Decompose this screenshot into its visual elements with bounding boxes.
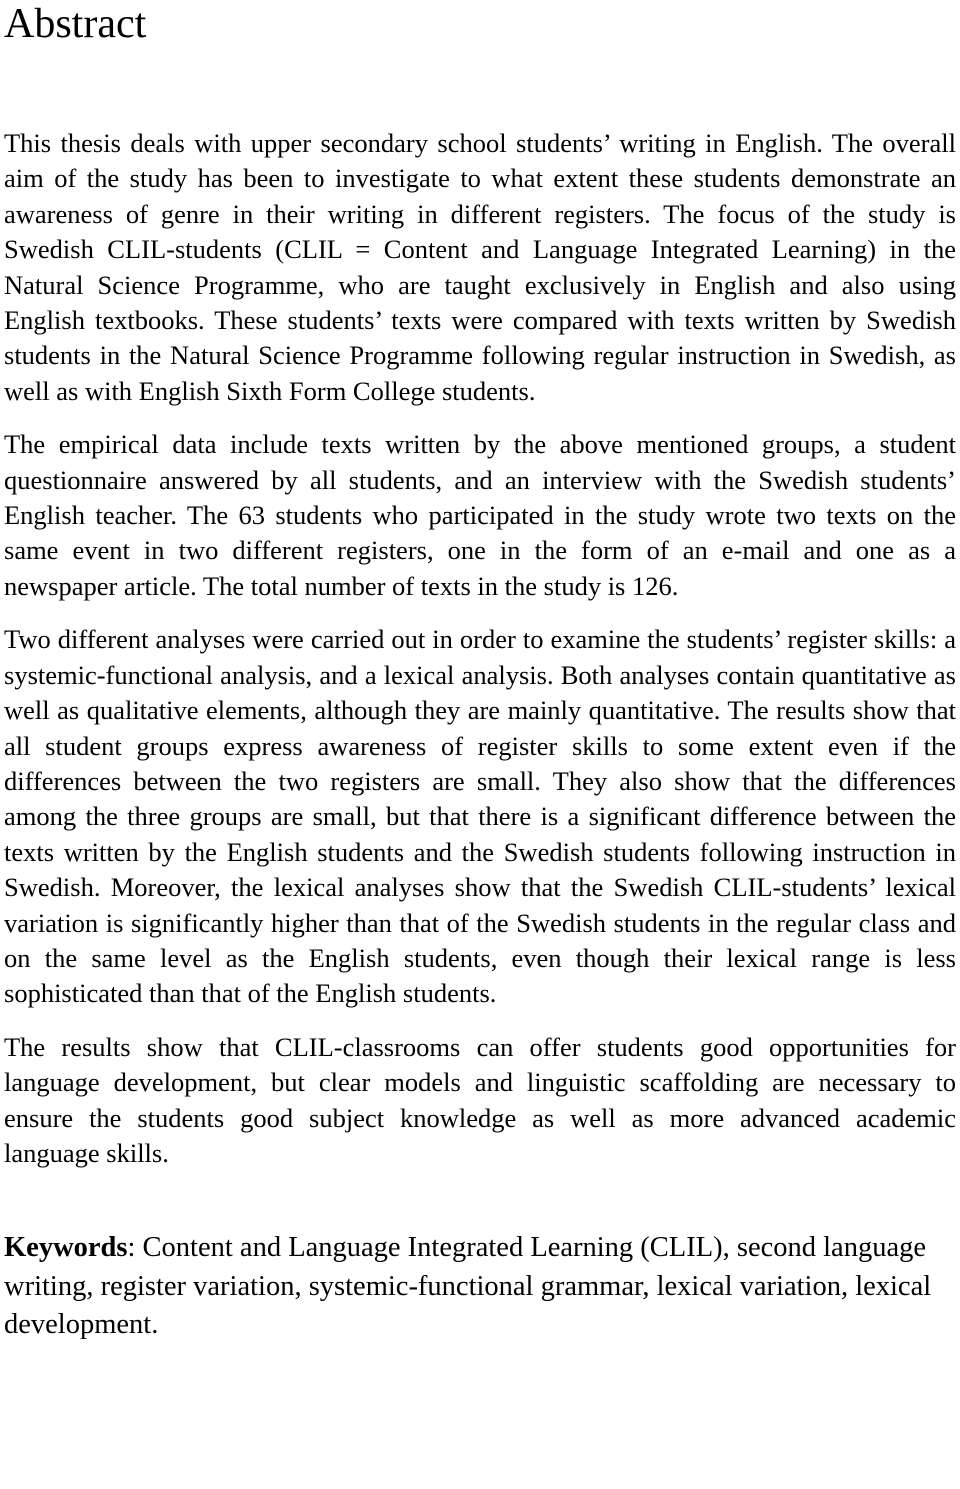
abstract-paragraph-1: This thesis deals with upper secondary school students’ writing in English. The overall aim of the study has been to investigate to what extent these students demonstrate an awareness of genre in their writing in different registers. The focus of the study is Swedish CLIL-students (CLIL = Content and Language Integrated Learning) in the Natural Science Programme, who are taught exclusively in English and also using English textbooks. These students’ texts were compared with texts written by Swedish students in the Natural Science Programme following regular instruction in Swedish, as well as with English Sixth Form College students. (4, 128, 956, 406)
document-page (4, 0, 956, 1345)
keywords-section (4, 1229, 956, 1345)
page-title: Abstract (4, 1, 147, 47)
keywords-label: Keywords (4, 1232, 128, 1264)
abstract-paragraph-2: The empirical data include texts written by the above mentioned groups, a student questionnaire answered by all students, and an interview with the Swedish students’ English teacher. The 63 students who participated in the study wrote two texts on the same event in two different registers, one in the form of an e-mail and one as a newspaper article. The total number of texts in the study is 126. (4, 429, 956, 601)
abstract-paragraph-4: The results show that CLIL-classrooms can offer students good opportunities for language development, but clear models and linguistic scaffolding are necessary to ensure the students good subject knowledge as well as more advanced academic language skills. (4, 1031, 956, 1168)
keywords-text: Content and Language Integrated Learning (CLIL), second language writing, register variation, systemic-functional grammar, lexical variation, lexical development. (4, 1232, 932, 1341)
abstract-paragraph-3: Two different analyses were carried out in order to examine the students’ register skills: a systemic-functional analysis, and a lexical analysis. Both analyses contain quantitative as well as qualitative elements, although they are mainly quantitative. The results show that all student groups express awareness of register skills to some extent even if the differences between the two registers are small. They also show that the differences among the three groups are small, but that there is a significant difference between the texts written by the English students and the Swedish students following instruction in Swedish. Moreover, the lexical analyses show that the Swedish CLIL-students’ lexical variation is significantly higher than that of the Swedish students in the regular class and on the same level as the English students, even though their lexical range is less sophisticated than that of the English students. (4, 624, 956, 1009)
keywords-separator: : (127, 1232, 143, 1264)
